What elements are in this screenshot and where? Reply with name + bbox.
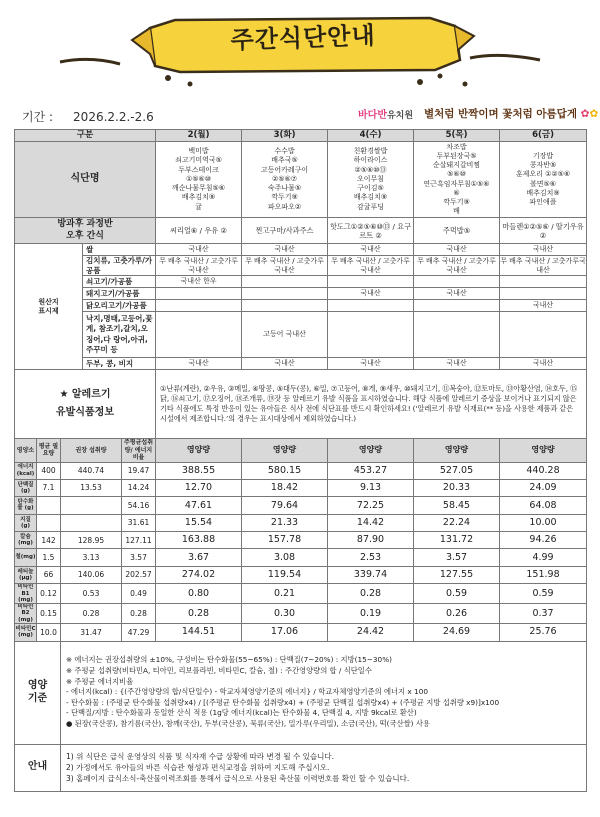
nutrient-week: 19.47	[122, 462, 156, 479]
origin-cell	[328, 312, 414, 358]
nutrient-label: 칼슘(mg)	[15, 532, 37, 549]
nutrition-row	[15, 479, 587, 496]
header-day-3: 4(수)	[328, 130, 414, 142]
origin-label: 닭오리고기/가공품	[83, 300, 156, 312]
origin-cell	[500, 312, 587, 358]
nutrient-day-value: 3.67	[156, 549, 242, 566]
nutrition-row	[15, 497, 587, 514]
nutrient-day-value: 131.72	[414, 532, 500, 549]
origin-cell	[328, 276, 414, 288]
nutrition-row	[15, 514, 587, 531]
nutrient-label: 비타민B1 (mg)	[15, 584, 37, 604]
nutrient-day-value: 0.80	[156, 584, 242, 604]
nutrition-row	[15, 532, 587, 549]
nutrient-day-value: 10.00	[500, 514, 587, 531]
school-slogan	[424, 106, 598, 121]
nutrient-week: 31.61	[122, 514, 156, 531]
nutrient-rec: 13.53	[61, 479, 122, 496]
origin-cell	[156, 300, 242, 312]
nutrient-avg: 142	[37, 532, 61, 549]
nutrient-day-value: 47.61	[156, 497, 242, 514]
nutrition-row	[15, 462, 587, 479]
nutrient-rec	[61, 514, 122, 531]
menu-day-1: 백미밥 쇠고기미역국⑤ 두부스테이크 ①⑤⑥⑩ 깨순나물무침⑤⑥ 배추김치⑨ 귤	[156, 142, 242, 218]
header-day-4: 5(목)	[414, 130, 500, 142]
origin-label: 낙지,명태,고등어,꽃게, 참조기,갈치,오징어,다 랑어,아귀, 주꾸미 등	[83, 312, 156, 358]
origin-cell: 국내산	[414, 244, 500, 256]
nutrient-week: 47.29	[122, 624, 156, 641]
nutrient-label: 철(mg)	[15, 549, 37, 566]
snack-row	[15, 218, 587, 244]
nutrient-day-value: 20.33	[414, 479, 500, 496]
nutrient-week: 202.57	[122, 566, 156, 583]
nutrition-header-week: 주평균섭취량/ 에너지비율	[122, 439, 156, 463]
nutrition-header-avg: 평균 필요량	[37, 439, 61, 463]
nutrient-label: 레티놀(μg)	[15, 566, 37, 583]
nutrient-day-value: 144.51	[156, 624, 242, 641]
period-value: 2026.2.2.-2.6	[73, 110, 154, 124]
nutrition-header-day: 영양량	[242, 439, 328, 463]
nutrient-day-value: 440.28	[500, 462, 587, 479]
origin-cell	[156, 288, 242, 300]
title-banner	[0, 0, 600, 100]
nutrient-day-value: 2.53	[328, 549, 414, 566]
nutrient-day-value: 0.30	[242, 604, 328, 624]
standard-text: ※ 에너지는 권장섭취량의 ±10%, 구성비는 탄수화물(55~65%) : 단백질(7~20%) : 지방(15~30%) ※ 주평균 섭취량(비타민A, 티아민, 리보플라빈, 비타민C, 칼슘, 철) : 주간영양량의 합 / 식단일수 ※ 주평균 에너지비율 - 에너지(kcal) : {(주간영양량의 합/식단일수) - 학교자체영양기준의 에너지} / 학교자체영양기준의 에너지 x 100 - 탄수화물 : (주평균 탄수화물 섭취량x4) / [(주평균 탄수화물 섭취량x4) + (주평균 단백질 섭취량x4) + (주평균 지방 섭취량 x9)]x100 - 단백질/지방 : 탄수화물과 동일한 산식 적용 (1g당 에너지(kcal)는 탄수화물 4, 단백질 4, 지방 9kcal로 환산) ● 된장(국산콩), 참기름(국산), 참깨(국산), 두부(국산콩), 묵류(국산), 밀가루(우리밀), 소금(국산), 떡(국산쌀) 사용	[61, 641, 587, 744]
origin-label: 쌀	[83, 244, 156, 256]
origin-cell	[414, 300, 500, 312]
snack-day-3: 핫도그①②⑤⑥⑩⑬ / 요구르트 ②	[328, 218, 414, 244]
nutrient-day-value: 24.42	[328, 624, 414, 641]
origin-row-beef	[15, 276, 587, 288]
nutrient-day-value: 18.42	[242, 479, 328, 496]
nutrient-rec: 128.95	[61, 532, 122, 549]
notice-label: 안내	[15, 744, 61, 791]
nutrient-day-value: 72.25	[328, 497, 414, 514]
menu-day-4: 차조밥 두부된장국⑤ 순살돼지갈비찜 ⑤⑥⑩ 연근흑임자무침①⑤⑥ ⑥ 깍두기⑨ 배	[414, 142, 500, 218]
origin-cell: 무 배추 국내산 / 고춧가루국내산	[414, 256, 500, 276]
origin-cell	[242, 288, 328, 300]
nutrient-day-value: 580.15	[242, 462, 328, 479]
origin-cell	[156, 312, 242, 358]
page-title: 주간식단안내	[230, 21, 377, 55]
origin-cell	[414, 312, 500, 358]
origin-cell: 무 배추 국내산 / 고춧가루국내산	[156, 256, 242, 276]
nutrient-day-value: 119.54	[242, 566, 328, 583]
nutrition-row	[15, 566, 587, 583]
origin-cell: 국내산	[328, 244, 414, 256]
header-row	[15, 130, 587, 142]
nutrient-day-value: 0.59	[500, 584, 587, 604]
origin-cell: 국내산 한우	[156, 276, 242, 288]
nutrition-header-day: 영양량	[414, 439, 500, 463]
nutrient-label: 비타민B2 (mg)	[15, 604, 37, 624]
nutrient-day-value: 157.78	[242, 532, 328, 549]
origin-cell: 국내산	[414, 358, 500, 370]
nutrient-day-value: 527.05	[414, 462, 500, 479]
origin-cell	[242, 276, 328, 288]
origin-label: 돼지고기/가공품	[83, 288, 156, 300]
nutrient-rec: 0.53	[61, 584, 122, 604]
nutrient-day-value: 0.28	[328, 584, 414, 604]
snack-day-1: 씨리얼⑥ / 우유 ②	[156, 218, 242, 244]
origin-cell: 국내산	[500, 358, 587, 370]
nutrient-day-value: 4.99	[500, 549, 587, 566]
nutrition-header-nutrient: 영양소	[15, 439, 37, 463]
nutrient-day-value: 151.98	[500, 566, 587, 583]
origin-cell	[500, 276, 587, 288]
allergy-row	[15, 370, 587, 439]
origin-cell	[500, 288, 587, 300]
flower-icon: ✿	[580, 108, 590, 120]
nutrient-rec: 140.06	[61, 566, 122, 583]
nutrient-avg: 0.12	[37, 584, 61, 604]
origin-cell: 국내산	[242, 244, 328, 256]
nutrient-day-value: 0.19	[328, 604, 414, 624]
nutrient-week: 3.57	[122, 549, 156, 566]
nutrient-week: 0.49	[122, 584, 156, 604]
nutrient-day-value: 14.42	[328, 514, 414, 531]
nutrition-row	[15, 584, 587, 604]
origin-cell: 무 배추 국내산 / 고춧가루국내산	[500, 256, 586, 274]
notice-row	[15, 744, 587, 791]
nutrient-day-value: 0.59	[414, 584, 500, 604]
nutrient-rec: 0.28	[61, 604, 122, 624]
menu-table	[14, 129, 587, 792]
allergy-text: ①난류(계란), ②우유, ③메밀, ④땅콩, ⑤대두(콩), ⑥밀, ⑦고등어, ⑧게, ⑨새우, ⑩돼지고기, ⑪복숭아, ⑫토마토, ⑬아황산염, ⑭호두, ⑮닭, ⑯쇠고기, ⑰오징어, ⑱조개류, ⑲잣 등 알레르기 유발 식품을 표시하였습니다. 해당 식품에 알레르기 증상을 보이거나 표기되지 않은 기타 식품에도 특정 반응이 있는 유아들은 식사 전에 식단표를 반드시 확인하세요! (‘알레르기 유발 식재료(** 등)을 사용한 제품과 같은 시설에서 제조합니다.’의 경우는 표시대상에서 제외하였습니다.)	[156, 370, 587, 439]
period-line	[22, 108, 154, 125]
nutrient-day-value: 9.13	[328, 479, 414, 496]
nutrient-label: 지질 (g)	[15, 514, 37, 531]
nutrient-day-value: 22.24	[414, 514, 500, 531]
origin-cell: 무 배추 국내산 / 고춧가루국내산	[328, 256, 414, 276]
menu-row	[15, 142, 587, 218]
nutrient-avg: 66	[37, 566, 61, 583]
nutrient-label: 단백질(g)	[15, 479, 37, 496]
nutrient-label: 비타민C (mg)	[15, 624, 37, 641]
origin-section-label: 원산지 표시제	[15, 244, 83, 370]
origin-cell: 국내산	[156, 244, 242, 256]
nutrient-day-value: 3.08	[242, 549, 328, 566]
standard-row	[15, 641, 587, 744]
nutrient-day-value: 87.90	[328, 532, 414, 549]
nutrient-day-value: 388.55	[156, 462, 242, 479]
nutrient-avg: 0.15	[37, 604, 61, 624]
nutrient-avg: 10.0	[37, 624, 61, 641]
nutrient-day-value: 0.28	[156, 604, 242, 624]
nutrition-header-day: 영양량	[500, 439, 587, 463]
header-day-5: 6(금)	[500, 130, 587, 142]
nutrition-body	[15, 462, 587, 641]
nutrient-day-value: 58.45	[414, 497, 500, 514]
origin-cell: 국내산	[500, 244, 587, 256]
nutrient-day-value: 339.74	[328, 566, 414, 583]
snack-label: 방과후 과정반 오후 간식	[15, 218, 156, 244]
snack-day-5: 마들렌①②⑤⑥ / 딸기우유②	[500, 218, 587, 244]
nutrient-rec: 3.13	[61, 549, 122, 566]
origin-cell: 국내산	[500, 300, 587, 312]
origin-cell: 국내산	[414, 288, 500, 300]
origin-row-poultry	[15, 300, 587, 312]
origin-cell	[242, 300, 328, 312]
menu-day-2: 수수밥 배추국⑤ 고등어카레구이 ②⑤⑥⑦ 숙주나물⑤ 깍두기⑨ 파오파오②	[242, 142, 328, 218]
nutrient-day-value: 21.33	[242, 514, 328, 531]
nutrient-avg: 400	[37, 462, 61, 479]
nutrient-avg: 1.5	[37, 549, 61, 566]
origin-row-seafood	[15, 312, 587, 358]
nutrient-avg	[37, 497, 61, 514]
school-logo	[358, 106, 413, 121]
nutrient-day-value: 0.37	[500, 604, 587, 624]
origin-row-pork	[15, 288, 587, 300]
menu-day-5: 기장밥 콩자반⑤ 훈제오리 ①②⑤⑥ 볼면⑤⑥ 배추김치⑨ 파인애플	[500, 142, 587, 218]
origin-cell: 고등어 국내산	[242, 312, 328, 358]
nutrient-day-value: 3.57	[414, 549, 500, 566]
origin-cell: 무 배추 국내산 / 고춧가루국내산	[242, 256, 328, 276]
nutrient-day-value: 163.88	[156, 532, 242, 549]
nutrient-avg	[37, 514, 61, 531]
nutrient-week: 0.28	[122, 604, 156, 624]
header-category: 구분	[15, 130, 156, 142]
menu-day-3: 친환경쌀밥 하이라이스 ②⑤⑥⑩⑬ 오이무침 구이김⑤ 배추김치⑨ 감귤푸딩	[328, 142, 414, 218]
nutrient-day-value: 274.02	[156, 566, 242, 583]
origin-label: 두부, 콩, 비지	[83, 358, 156, 370]
nutrient-week: 14.24	[122, 479, 156, 496]
notice-text: 1) 위 식단은 급식 운영상의 식품 및 식자재 수급 상황에 따라 변경 될 수 있습니다. 2) 가정에서도 유아들의 바른 식습관 형성과 편식교정을 위하여 지도해 주십시오. 3) 홈페이지 급식소식-축산물이력조회를 통해서 급식으로 사용된 축산물 이력번호를 확인 할 수 있습니다.	[61, 744, 587, 791]
nutrient-rec	[61, 497, 122, 514]
nutrient-day-value: 17.06	[242, 624, 328, 641]
nutrient-day-value: 12.70	[156, 479, 242, 496]
nutrition-header-day: 영양량	[328, 439, 414, 463]
period-label: 기간 :	[22, 110, 54, 124]
allergy-label: ★ 알레르기 유발식품정보	[15, 370, 156, 439]
origin-cell	[414, 276, 500, 288]
nutrition-header-day: 영양량	[156, 439, 242, 463]
menu-label: 식단명	[15, 142, 156, 218]
origin-label: 김치류, 고춧가루/가공품	[83, 256, 156, 276]
nutrient-day-value: 0.21	[242, 584, 328, 604]
nutrient-rec: 440.74	[61, 462, 122, 479]
nutrient-week: 127.11	[122, 532, 156, 549]
nutrient-day-value: 24.69	[414, 624, 500, 641]
origin-row-rice	[15, 244, 587, 256]
nutrient-week: 54.16	[122, 497, 156, 514]
nutrient-day-value: 79.64	[242, 497, 328, 514]
nutrient-day-value: 24.09	[500, 479, 587, 496]
nutrient-day-value: 25.76	[500, 624, 587, 641]
snack-day-4: 주먹밥⑤	[414, 218, 500, 244]
nutrient-day-value: 0.26	[414, 604, 500, 624]
nutrient-day-value: 453.27	[328, 462, 414, 479]
origin-cell: 국내산	[328, 288, 414, 300]
nutrient-day-value: 94.26	[500, 532, 587, 549]
nutrient-day-value: 64.08	[500, 497, 587, 514]
origin-cell: 국내산	[242, 358, 328, 370]
nutrient-label: 탄수화물 (g)	[15, 497, 37, 514]
nutrition-row	[15, 549, 587, 566]
nutrient-label: 에너지 (kcal)	[15, 462, 37, 479]
header-day-2: 3(화)	[242, 130, 328, 142]
nutrient-avg: 7.1	[37, 479, 61, 496]
flower-icon-yellow: ✿	[589, 108, 599, 120]
origin-cell: 국내산	[156, 358, 242, 370]
nutrition-header-row	[15, 439, 587, 463]
origin-row-kimchi	[15, 256, 587, 276]
origin-cell: 국내산	[328, 358, 414, 370]
nutrition-row	[15, 624, 587, 641]
nutrient-day-value: 127.55	[414, 566, 500, 583]
origin-label: 쇠고기/가공품	[83, 276, 156, 288]
nutrient-day-value: 15.54	[156, 514, 242, 531]
school-logo-sub: 유치원	[386, 111, 414, 121]
nutrition-header-rec: 권장 섭취량	[61, 439, 122, 463]
snack-day-2: 찐고구마/사과주스	[242, 218, 328, 244]
nutrition-row	[15, 604, 587, 624]
school-logo-main: 바다반	[358, 110, 387, 121]
origin-row-tofu	[15, 358, 587, 370]
origin-cell	[328, 300, 414, 312]
slogan-text: 별처럼 반짝이며 꽃처럼 아름답게	[424, 108, 577, 120]
nutrient-rec: 31.47	[61, 624, 122, 641]
standard-label: 영양 기준	[15, 641, 61, 744]
header-day-1: 2(월)	[156, 130, 242, 142]
